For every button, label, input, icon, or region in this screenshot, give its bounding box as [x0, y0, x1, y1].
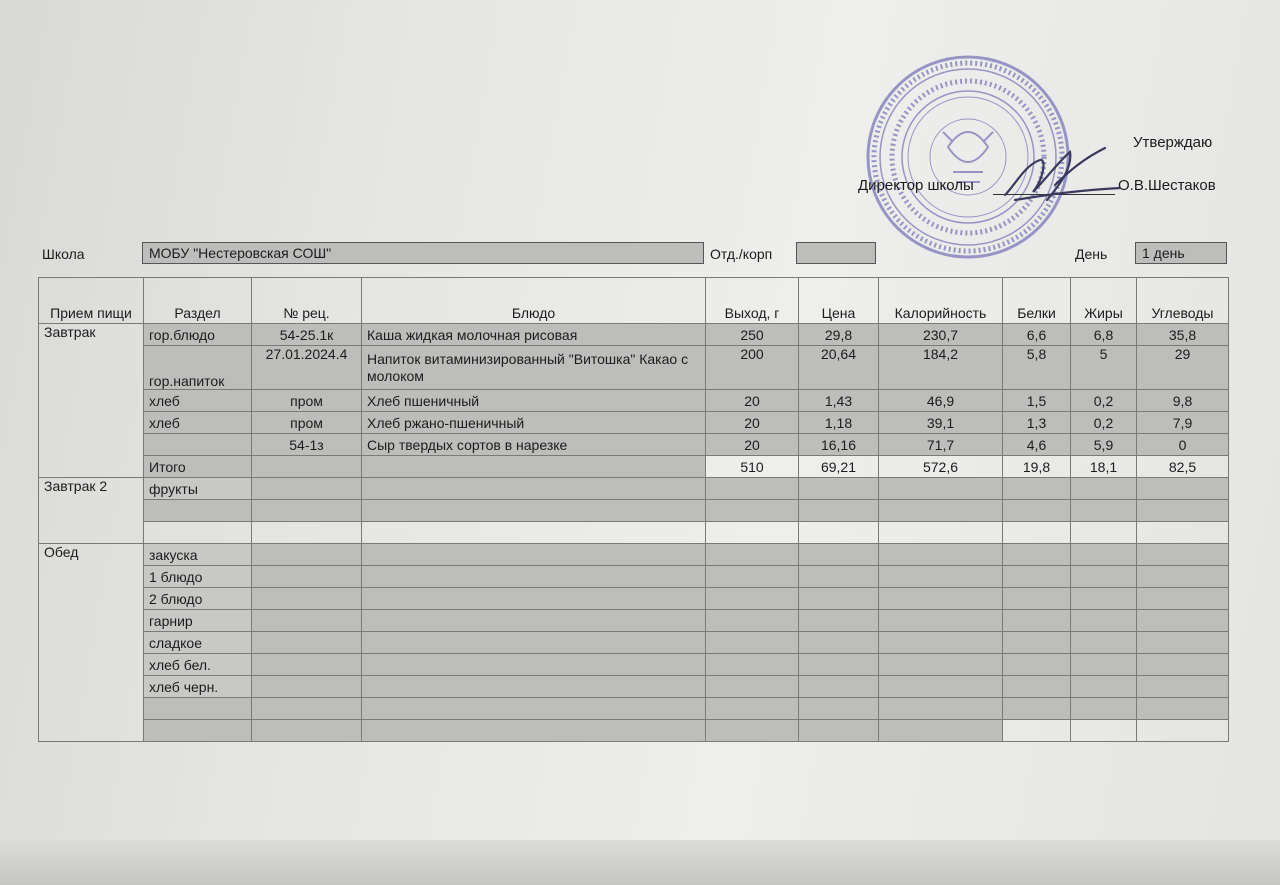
- kcal-cell: 71,7: [879, 434, 1003, 456]
- col-header-price: Цена: [799, 278, 879, 324]
- price-cell: 1,43: [799, 390, 879, 412]
- col-header-kcal: Калорийность: [879, 278, 1003, 324]
- table-row: [39, 654, 1229, 676]
- price-cell: 1,18: [799, 412, 879, 434]
- section-cell: сладкое: [144, 632, 252, 654]
- table-row: [39, 434, 1229, 456]
- output-cell: 250: [706, 324, 799, 346]
- price-cell: 16,16: [799, 434, 879, 456]
- fat-cell: 0,2: [1071, 412, 1137, 434]
- protein-cell: 5,8: [1003, 346, 1071, 390]
- section-cell: 2 блюдо: [144, 588, 252, 610]
- table-row: [39, 500, 1229, 522]
- carbs-cell: 29: [1137, 346, 1229, 390]
- table-row: [39, 632, 1229, 654]
- meal-cell-breakfast: Завтрак: [39, 324, 144, 478]
- carbs-cell: 7,9: [1137, 412, 1229, 434]
- section-cell: хлеб: [144, 412, 252, 434]
- meal-cell-breakfast-2: Завтрак 2: [39, 478, 144, 544]
- col-header-section: Раздел: [144, 278, 252, 324]
- school-label: Школа: [42, 246, 85, 262]
- table-row: [39, 610, 1229, 632]
- section-cell: гор.блюдо: [144, 324, 252, 346]
- section-cell: 1 блюдо: [144, 566, 252, 588]
- section-cell: гор.напиток: [144, 346, 252, 390]
- output-cell: 20: [706, 434, 799, 456]
- fat-cell: 0,2: [1071, 390, 1137, 412]
- table-row: [39, 588, 1229, 610]
- day-label: День: [1075, 246, 1108, 262]
- output-cell: 200: [706, 346, 799, 390]
- fat-cell: 6,8: [1071, 324, 1137, 346]
- dish-cell: Сыр твердых сортов в нарезке: [362, 434, 706, 456]
- table-row: [39, 566, 1229, 588]
- table-header-row: [39, 278, 1229, 324]
- handwritten-signature: [985, 140, 1130, 210]
- output-cell: 20: [706, 390, 799, 412]
- total-price: 69,21: [799, 456, 879, 478]
- col-header-carbs: Углеводы: [1137, 278, 1229, 324]
- school-value: МОБУ "Нестеровская СОШ": [142, 242, 704, 264]
- table-row: [39, 390, 1229, 412]
- section-cell: хлеб бел.: [144, 654, 252, 676]
- director-label: Директор школы: [858, 177, 974, 194]
- carbs-cell: 35,8: [1137, 324, 1229, 346]
- table-row: [39, 522, 1229, 544]
- day-value: 1 день: [1135, 242, 1227, 264]
- director-name: О.В.Шестаков: [1118, 177, 1216, 194]
- col-header-dish: Блюдо: [362, 278, 706, 324]
- col-header-output: Выход, г: [706, 278, 799, 324]
- dish-cell: Хлеб ржано-пшеничный: [362, 412, 706, 434]
- protein-cell: 4,6: [1003, 434, 1071, 456]
- price-cell: 29,8: [799, 324, 879, 346]
- total-carbs: 82,5: [1137, 456, 1229, 478]
- recipe-cell: 54-25.1к: [252, 324, 362, 346]
- total-output: 510: [706, 456, 799, 478]
- col-header-recipe: № рец.: [252, 278, 362, 324]
- page-bottom-shadow: [0, 840, 1280, 885]
- kcal-cell: 230,7: [879, 324, 1003, 346]
- col-header-fat: Жиры: [1071, 278, 1137, 324]
- recipe-cell: пром: [252, 390, 362, 412]
- carbs-cell: 0: [1137, 434, 1229, 456]
- section-cell: [144, 698, 252, 720]
- price-cell: 20,64: [799, 346, 879, 390]
- col-header-meal: Прием пищи: [39, 278, 144, 324]
- table-row: [39, 720, 1229, 742]
- table-row: [39, 324, 1229, 346]
- dish-cell: Хлеб пшеничный: [362, 390, 706, 412]
- kcal-cell: 46,9: [879, 390, 1003, 412]
- total-empty-cell: [252, 456, 362, 478]
- section-cell: фрукты: [144, 478, 252, 500]
- kcal-cell: 39,1: [879, 412, 1003, 434]
- table-row: [39, 478, 1229, 500]
- section-cell: хлеб: [144, 390, 252, 412]
- recipe-cell: 54-1з: [252, 434, 362, 456]
- col-header-protein: Белки: [1003, 278, 1071, 324]
- total-empty-cell: [362, 456, 706, 478]
- section-cell: [144, 434, 252, 456]
- fat-cell: 5: [1071, 346, 1137, 390]
- protein-cell: 6,6: [1003, 324, 1071, 346]
- recipe-cell: 27.01.2024.4: [252, 346, 362, 390]
- table-row: [39, 544, 1229, 566]
- section-cell: закуска: [144, 544, 252, 566]
- table-row: [39, 676, 1229, 698]
- approve-label: Утверждаю: [1133, 134, 1213, 151]
- table-row: [39, 698, 1229, 720]
- table-row: [39, 412, 1229, 434]
- total-fat: 18,1: [1071, 456, 1137, 478]
- dept-label: Отд./корп: [710, 246, 773, 262]
- recipe-cell: пром: [252, 412, 362, 434]
- section-cell: гарнир: [144, 610, 252, 632]
- fat-cell: 5,9: [1071, 434, 1137, 456]
- section-cell: хлеб черн.: [144, 676, 252, 698]
- dish-cell: Каша жидкая молочная рисовая: [362, 324, 706, 346]
- output-cell: 20: [706, 412, 799, 434]
- table-row: [39, 346, 1229, 390]
- total-kcal: 572,6: [879, 456, 1003, 478]
- dish-cell: Напиток витаминизированный "Витошка" Какао с молоком: [362, 346, 706, 390]
- section-cell: [144, 522, 252, 544]
- protein-cell: 1,5: [1003, 390, 1071, 412]
- section-cell: [144, 720, 252, 742]
- dept-value: [796, 242, 876, 264]
- carbs-cell: 9,8: [1137, 390, 1229, 412]
- protein-cell: 1,3: [1003, 412, 1071, 434]
- section-cell: [144, 500, 252, 522]
- kcal-cell: 184,2: [879, 346, 1003, 390]
- meal-cell-lunch: Обед: [39, 544, 144, 742]
- menu-table: [38, 277, 1229, 742]
- total-row: [39, 456, 1229, 478]
- total-protein: 19,8: [1003, 456, 1071, 478]
- total-label: Итого: [144, 456, 252, 478]
